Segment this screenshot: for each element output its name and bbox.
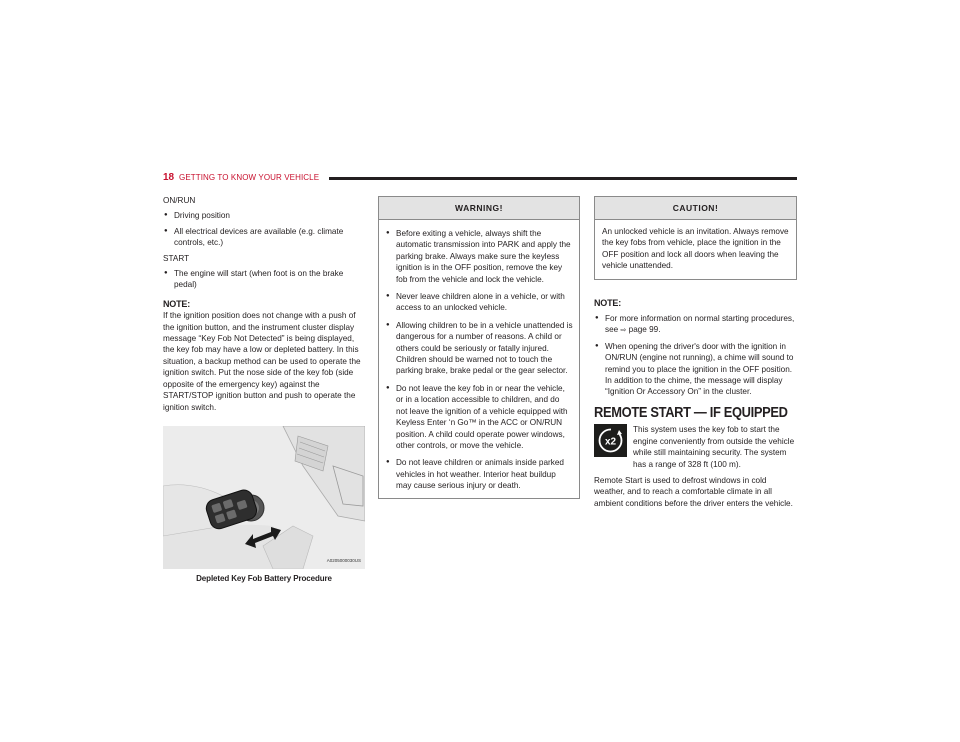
- list-item: ● Do not leave the key fob in or near the vehicle, or in a location accessible to children, and do not leave the ignition of a vehicle equipped with Keyless Enter ‘n Go™ in the ACC or ON/RUN position. A child could operate power windows, other controls, or move the vehicle.: [385, 383, 573, 451]
- figure-id: A0205000030US: [326, 557, 361, 563]
- warning-box: [378, 196, 580, 499]
- list-item: ● Driving position: [163, 210, 365, 221]
- figure-caption: Depleted Key Fob Battery Procedure: [196, 573, 332, 583]
- warning-list: [385, 228, 573, 492]
- remote-start-para2: Remote Start is used to defrost windows in cold weather, and to reach a comfortable climate in all ambient conditions before the driver enters the vehicle.: [594, 475, 793, 508]
- key-fob-drawing: [163, 426, 365, 569]
- note-heading: NOTE:: [163, 298, 190, 309]
- list-item: ● When opening the driver's door with the ignition in ON/RUN (engine not running), a chime will sound to remind you to place the ignition in the OFF position. In addition to the chime, the message will display “Ignition Or Accessory On” in the cluster.: [594, 341, 797, 398]
- remote-start-para1: This system uses the key fob to start the engine conveniently from outside the vehicle while still maintaining security. The system has a range of 328 ft (100 m).: [633, 425, 795, 469]
- caution-title: CAUTION!: [595, 197, 796, 220]
- remote-start-icon: [594, 424, 627, 457]
- list-item: ● Do not leave children or animals inside parked vehicles in hot weather. Interior heat buildup may cause serious injury or death.: [385, 457, 573, 491]
- on-run-list: [163, 210, 365, 248]
- note-text: For more information on normal starting procedures, see: [605, 314, 795, 335]
- note-text: If the ignition position does not change with a push of the ignition button, and the instrument cluster display message “Key Fob Not Detected” is being displayed, the key fob may have a low or depleted battery. In this situation, a backup method can be used to operate the ignition switch. Put the nose side of the key fob (side opposite of the emergency key) against the START/STOP ignition button and push to operate the ignition switch.: [163, 311, 361, 412]
- page-link[interactable]: page 99.: [628, 325, 661, 335]
- column-right: [594, 196, 797, 509]
- column-left: [163, 195, 365, 584]
- section-heading: REMOTE START — IF EQUIPPED: [594, 403, 788, 421]
- warning-title: WARNING!: [379, 197, 579, 220]
- key-fob-illustration: [163, 426, 365, 569]
- section-title: GETTING TO KNOW YOUR VEHICLE: [179, 173, 320, 182]
- list-item: ● Never leave children alone in a vehicle, or with access to an unlocked vehicle.: [385, 291, 573, 314]
- start-label: START: [163, 253, 190, 263]
- header-rule: [329, 177, 797, 180]
- note-heading-right: NOTE:: [594, 297, 621, 308]
- list-item: ● The engine will start (when foot is on the brake pedal): [163, 268, 365, 291]
- on-run-label: ON/RUN: [163, 196, 196, 205]
- list-item: [594, 313, 797, 337]
- page-number: 18: [163, 172, 175, 183]
- remote-start-intro: [594, 424, 797, 470]
- caution-text: An unlocked vehicle is an invitation. Always remove the key fobs from vehicle, place the ignition in the OFF position and lock all doors when leaving the vehicle unattended.: [602, 227, 789, 271]
- list-item: ● All electrical devices are available (e.g. climate controls, etc.): [163, 226, 365, 249]
- start-list: [163, 268, 365, 291]
- arrow-right-icon: ⇨: [620, 327, 627, 335]
- list-item: ● Allowing children to be in a vehicle unattended is dangerous for a number of reasons. A child or others could be seriously or fatally injured. Children should be warned not to touch the parking brake, brake pedal or the gear selector.: [385, 320, 573, 377]
- caution-box: [594, 196, 797, 280]
- column-middle: [378, 196, 580, 499]
- list-item: ● Before exiting a vehicle, always shift the automatic transmission into PARK and apply the parking brake. Always make sure the keyless ignition is in the OFF position, remove the key fob from the vehicle and lock the vehicle.: [385, 228, 573, 285]
- icon-label: x2: [604, 436, 617, 448]
- page-header: [163, 172, 797, 184]
- note-list: [594, 313, 797, 398]
